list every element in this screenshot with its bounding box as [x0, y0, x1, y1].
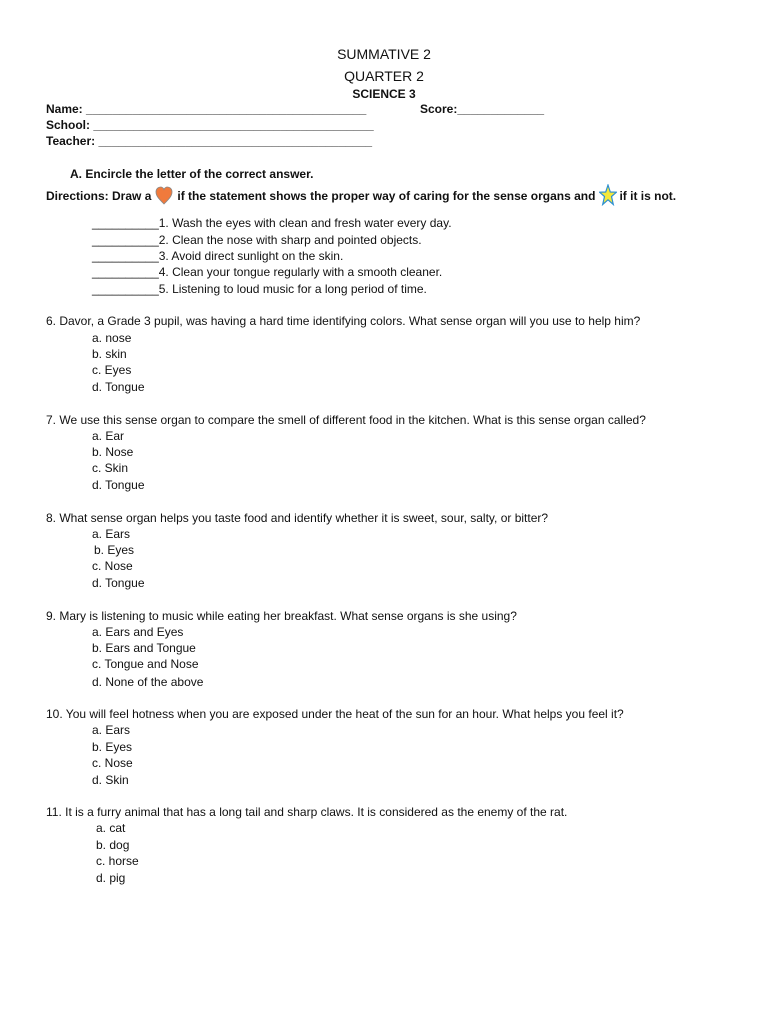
question-6-choice-c[interactable]: c. Eyes: [92, 363, 132, 377]
directions: [46, 184, 676, 210]
question-10-choice-c[interactable]: c. Nose: [92, 756, 133, 770]
question-6-choice-d[interactable]: d. Tongue: [92, 380, 145, 394]
question-7-choice-a[interactable]: a. Ear: [92, 429, 125, 443]
star-icon: [599, 184, 617, 210]
question-9-choice-d[interactable]: d. None of the above: [92, 675, 204, 689]
question-6-text: 6. Davor, a Grade 3 pupil, was having a hard time identifying colors. What sense organ will you use to help him?: [46, 314, 641, 328]
question-9-choice-c[interactable]: c. Tongue and Nose: [92, 657, 199, 671]
section-a-item[interactable]: __________1. Wash the eyes with clean and fresh water every day.: [92, 216, 452, 230]
school-field[interactable]: School: __________________________________________: [46, 118, 374, 132]
question-8-choice-b[interactable]: b. Eyes: [94, 543, 135, 557]
question-9-choice-a[interactable]: a. Ears and Eyes: [92, 625, 184, 639]
question-7-choice-d[interactable]: d. Tongue: [92, 478, 145, 492]
directions-suffix: if it is not.: [619, 189, 677, 204]
question-10-text: 10. You will feel hotness when you are exposed under the heat of the sun for an hour. What helps you feel it?: [46, 707, 624, 721]
section-a-instruction: A. Encircle the letter of the correct answer.: [70, 167, 314, 181]
question-11-text: 11. It is a furry animal that has a long tail and sharp claws. It is considered as the enemy of the rat.: [46, 805, 568, 819]
subject-title: SCIENCE 3: [352, 87, 416, 101]
question-7-choice-c[interactable]: c. Skin: [92, 461, 129, 475]
question-10-choice-d[interactable]: d. Skin: [92, 773, 129, 787]
section-a-item[interactable]: __________2. Clean the nose with sharp and pointed objects.: [92, 233, 422, 247]
directions-middle: if the statement shows the proper way of caring for the sense organs and: [177, 189, 596, 204]
question-8-text: 8. What sense organ helps you taste food and identify whether it is sweet, sour, salty, or bitter?: [46, 511, 549, 525]
name-field[interactable]: Name: __________________________________________: [46, 102, 367, 116]
question-6-choice-b[interactable]: b. skin: [92, 347, 127, 361]
question-11-choice-a[interactable]: a. cat: [96, 821, 126, 835]
score-field[interactable]: Score:_____________: [420, 102, 545, 116]
question-7-choice-b[interactable]: b. Nose: [92, 445, 134, 459]
question-10-choice-b[interactable]: b. Eyes: [92, 740, 133, 754]
directions-prefix: Directions: Draw a: [46, 189, 152, 204]
question-9-choice-b[interactable]: b. Ears and Tongue: [92, 641, 196, 655]
question-11-choice-b[interactable]: b. dog: [96, 838, 130, 852]
section-a-item[interactable]: __________5. Listening to loud music for a long period of time.: [92, 282, 427, 296]
question-8-choice-d[interactable]: d. Tongue: [92, 576, 145, 590]
worksheet-title: SUMMATIVE 2: [337, 46, 431, 62]
section-a-item[interactable]: __________3. Avoid direct sunlight on the skin.: [92, 249, 344, 263]
question-11-choice-d[interactable]: d. pig: [96, 871, 126, 885]
quarter-title: QUARTER 2: [344, 68, 424, 84]
teacher-field[interactable]: Teacher: _________________________________________: [46, 134, 373, 148]
question-8-choice-c[interactable]: c. Nose: [92, 559, 133, 573]
question-7-text: 7. We use this sense organ to compare the smell of different food in the kitchen. What is this sense organ called?: [46, 413, 646, 427]
section-a-item[interactable]: __________4. Clean your tongue regularly with a smooth cleaner.: [92, 265, 443, 279]
question-10-choice-a[interactable]: a. Ears: [92, 723, 131, 737]
question-9-text: 9. Mary is listening to music while eating her breakfast. What sense organs is she using?: [46, 609, 517, 623]
heart-icon: [155, 185, 173, 209]
question-6-choice-a[interactable]: a. nose: [92, 331, 132, 345]
question-8-choice-a[interactable]: a. Ears: [92, 527, 131, 541]
question-11-choice-c[interactable]: c. horse: [96, 854, 139, 868]
